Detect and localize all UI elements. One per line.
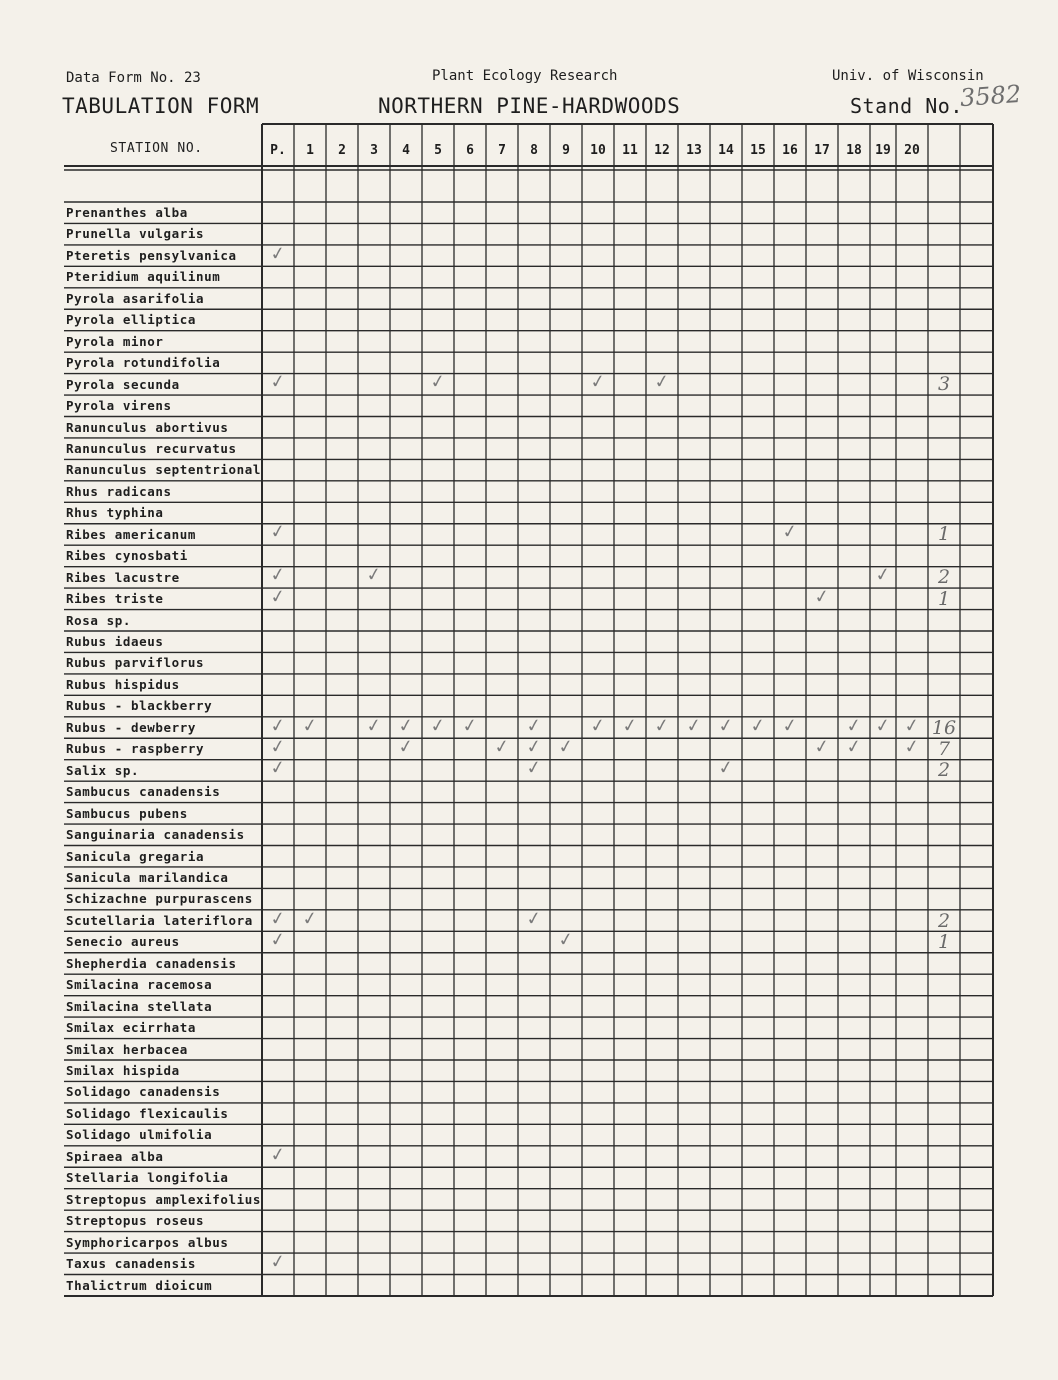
species-label: Solidago canadensis: [66, 1084, 221, 1100]
species-label: Smilacina racemosa: [66, 977, 213, 993]
presence-checkmark: ✓: [557, 928, 575, 952]
presence-checkmark: ✓: [845, 735, 863, 759]
presence-checkmark: ✓: [525, 735, 543, 759]
species-label: Smilacina stellata: [66, 998, 213, 1014]
species-label: Pyrola minor: [66, 333, 164, 349]
species-label: Rubus - blackberry: [66, 698, 213, 714]
presence-checkmark: ✓: [269, 521, 287, 544]
frequency-total: 3: [937, 373, 951, 396]
form-title: TABULATION FORM: [62, 94, 260, 118]
column-header: 7: [498, 143, 506, 158]
column-header: 19: [875, 143, 891, 158]
species-label: Pyrola asarifolia: [66, 290, 205, 306]
presence-checkmark: ✓: [557, 735, 575, 759]
presence-checkmark: ✓: [717, 756, 735, 780]
presence-checkmark: ✓: [874, 563, 892, 587]
presence-checkmark: ✓: [429, 714, 447, 737]
species-label: Ranunculus abortivus: [66, 419, 229, 435]
species-label: Spiraea alba: [66, 1148, 164, 1164]
presence-checkmark: ✓: [749, 714, 767, 737]
species-label: Smilax herbacea: [66, 1041, 188, 1057]
species-label: Stellaria longifolia: [66, 1170, 229, 1186]
species-label: Rosa sp.: [66, 612, 132, 628]
species-label: Sambucus pubens: [66, 805, 188, 821]
frequency-total: 2: [937, 759, 951, 782]
species-label: Pyrola secunda: [66, 376, 180, 392]
species-label: Rubus - raspberry: [66, 741, 205, 757]
presence-checkmark: ✓: [269, 370, 287, 394]
species-label: Streptopus amplexifolius: [66, 1191, 262, 1207]
presence-checkmark: ✓: [653, 714, 671, 737]
university-name: Univ. of Wisconsin: [832, 68, 984, 84]
column-header: 8: [530, 143, 538, 158]
presence-checkmark: ✓: [269, 928, 287, 952]
column-header: 18: [846, 143, 862, 158]
presence-checkmark: ✓: [269, 242, 287, 266]
species-label: Sanguinaria canadensis: [66, 827, 245, 843]
species-label: Sanicula marilandica: [66, 869, 229, 885]
presence-checkmark: ✓: [525, 756, 543, 780]
species-label: Ranunculus septentrional: [66, 462, 262, 478]
species-label: Rubus - dewberry: [66, 719, 197, 735]
species-label: Rubus parviflorus: [66, 655, 205, 671]
frequency-total: 1: [937, 523, 951, 546]
species-label: Rhus radicans: [66, 483, 172, 499]
presence-checkmark: ✓: [429, 370, 447, 394]
species-label: Thalictrum dioicum: [66, 1277, 213, 1293]
presence-checkmark: ✓: [813, 585, 831, 609]
species-label: Sambucus canadensis: [66, 784, 221, 800]
species-label: Smilax ecirrhata: [66, 1020, 197, 1036]
species-label: Ribes lacustre: [66, 569, 180, 585]
presence-checkmark: ✓: [269, 585, 287, 609]
frequency-total: 2: [937, 909, 951, 932]
presence-checkmark: ✓: [813, 735, 831, 759]
species-label: Rubus idaeus: [66, 634, 164, 649]
species-label: Solidago ulmifolia: [66, 1127, 213, 1143]
column-header: 6: [466, 143, 474, 158]
presence-checkmark: ✓: [717, 714, 735, 737]
species-label: Symphoricarpos albus: [66, 1234, 229, 1250]
organization-name: Plant Ecology Research: [432, 68, 618, 84]
presence-checkmark: ✓: [903, 735, 921, 759]
column-header: 20: [904, 143, 920, 158]
presence-checkmark: ✓: [781, 714, 799, 737]
frequency-total: 16: [931, 716, 957, 739]
region-title: NORTHERN PINE-HARDWOODS: [378, 94, 681, 118]
species-label: Solidago flexicaulis: [66, 1105, 229, 1121]
presence-checkmark: ✓: [781, 521, 799, 544]
stand-number-label: Stand No.: [850, 94, 963, 118]
species-label: Sanicula gregaria: [66, 848, 205, 864]
species-label: Schizachne purpurascens: [66, 891, 253, 907]
species-label: Pyrola rotundifolia: [66, 355, 221, 371]
presence-checkmark: ✓: [525, 907, 543, 931]
presence-checkmark: ✓: [589, 714, 607, 737]
species-label: Shepherdia canadensis: [66, 955, 237, 971]
presence-checkmark: ✓: [301, 907, 319, 931]
presence-checkmark: ✓: [365, 563, 383, 587]
presence-checkmark: ✓: [269, 1250, 287, 1274]
presence-checkmark: ✓: [365, 714, 383, 737]
species-label: Prunella vulgaris: [66, 226, 205, 242]
presence-checkmark: ✓: [845, 714, 863, 737]
column-header: 1: [306, 143, 314, 158]
presence-checkmark: ✓: [589, 370, 607, 394]
column-header: 9: [562, 143, 570, 158]
species-label: Ranunculus recurvatus: [66, 440, 237, 456]
presence-checkmark: ✓: [269, 714, 287, 737]
frequency-total: 1: [937, 931, 951, 954]
presence-checkmark: ✓: [461, 714, 479, 737]
frequency-total: 7: [937, 737, 951, 760]
species-label: Senecio aureus: [66, 934, 180, 950]
species-label: Streptopus roseus: [66, 1213, 205, 1229]
presence-checkmark: ✓: [525, 714, 543, 737]
presence-checkmark: ✓: [493, 735, 511, 759]
species-label: Pteretis pensylvanica: [66, 247, 237, 263]
column-header: 15: [750, 143, 766, 158]
column-header: 16: [782, 143, 798, 158]
presence-checkmark: ✓: [269, 907, 287, 931]
presence-checkmark: ✓: [397, 714, 415, 737]
frequency-total: 2: [937, 566, 951, 589]
presence-checkmark: ✓: [269, 1143, 287, 1166]
presence-checkmark: ✓: [685, 714, 703, 737]
presence-checkmark: ✓: [903, 714, 921, 737]
presence-checkmark: ✓: [621, 714, 639, 737]
species-label: Rhus typhina: [66, 505, 164, 521]
stand-number-handwritten: 3582: [959, 79, 1022, 113]
column-header: 13: [686, 143, 702, 158]
presence-checkmark: ✓: [874, 714, 892, 737]
species-label: Scutellaria lateriflora: [66, 912, 253, 928]
species-label: Smilax hispida: [66, 1063, 180, 1078]
species-label: Ribes triste: [66, 591, 164, 607]
species-label: Pyrola elliptica: [66, 312, 197, 328]
presence-checkmark: ✓: [269, 563, 287, 587]
column-header: 12: [654, 143, 670, 158]
column-header: 5: [434, 143, 442, 158]
species-label: Ribes americanum: [66, 526, 197, 542]
frequency-total: 1: [937, 587, 951, 610]
species-label: Pteridium aquilinum: [66, 269, 221, 285]
species-label: Prenanthes alba: [66, 205, 188, 220]
column-header: 14: [718, 143, 734, 158]
species-label: Pyrola virens: [66, 398, 172, 414]
presence-checkmark: ✓: [269, 756, 287, 780]
column-header: 17: [814, 143, 830, 158]
presence-checkmark: ✓: [269, 735, 287, 759]
species-label: Ribes cynosbati: [66, 548, 188, 564]
presence-checkmark: ✓: [397, 735, 415, 759]
column-header: P.: [270, 143, 286, 158]
column-header: 3: [370, 143, 378, 158]
column-header: 10: [590, 143, 606, 158]
species-label: Salix sp.: [66, 762, 140, 778]
presence-checkmark: ✓: [653, 370, 671, 394]
column-header: 11: [622, 143, 638, 158]
presence-checkmark: ✓: [301, 714, 319, 737]
station-number-label: STATION NO.: [110, 141, 203, 156]
column-header: 4: [402, 143, 410, 158]
species-label: Rubus hispidus: [66, 676, 180, 692]
form-number: Data Form No. 23: [66, 70, 201, 86]
species-label: Taxus canadensis: [66, 1256, 197, 1272]
column-header: 2: [338, 143, 346, 158]
